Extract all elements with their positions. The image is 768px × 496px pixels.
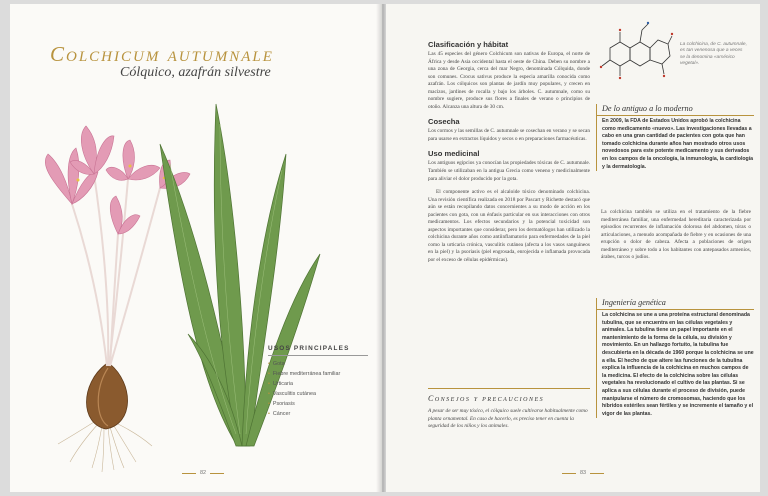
- tips-title: Consejos y precauciones: [428, 394, 545, 403]
- molecule-caption: La colchicina, de C. autumnale, es tan venenosa que a veces se la denomina «arsénico vegetal».: [680, 42, 747, 67]
- use-item: • Vasculitis cutánea: [268, 389, 368, 399]
- roots: [58, 422, 152, 472]
- tips-and-precautions-box: [428, 388, 590, 431]
- main-uses-title: USOS PRINCIPALES: [268, 345, 368, 356]
- use-item: • Cáncer: [268, 409, 368, 419]
- page-title: Colchicum autumnale: [50, 42, 274, 66]
- right-page: [386, 4, 760, 492]
- genetic-engineering-box: [596, 298, 754, 418]
- main-uses-list: [268, 359, 368, 419]
- fmf-paragraph-block: [601, 209, 751, 268]
- ancient-to-modern-text: En 2009, la FDA de Estados Unidos aprobó la colchicina como medicamento «nuevo». Las investigaciones llevadas a cabo en una gran cantidad de pacientes con gota que han tomado colchicina durante años han mostrado otros usos novedosos para este potente medicamento y sus derivados en los campos de la oncología, la inmunología, la cardiología y la dermatología.: [602, 118, 754, 170]
- main-uses-box: [268, 345, 368, 419]
- main-column: [428, 40, 590, 271]
- colchicine-molecule-diagram: [596, 18, 674, 84]
- use-item: • Psoriasis: [268, 399, 368, 409]
- use-item: • Fiebre mediterránea familiar: [268, 369, 368, 379]
- folio-rule: [590, 473, 604, 474]
- ancient-to-modern-title: De lo antiguo a lo moderno: [597, 104, 754, 116]
- medicinal-paragraph: El componente activo es el alcaloide tóxico denominado colchicina. Una revisión científica realizada en 2018 por Pascart y Richette destacó que aún se están recopilando datos concernientes a su modo de acción en los pacientes con gota, con un énfasis particular en sus interacciones con otros medicamentos. Los efectos secundarios y la potencial toxicidad son aspectos importantes que considerar, pero los dermatólogos han utilizado la colchicina durante años como antiinflamatorio para enfermedades de la piel como la urticaria crónica, vasculitis cutánea (afecta a los vasos sanguíneos en la piel) y la psoriasis (piel engrosada, enrojecida e inflamada provocada por el exceso de células epidérmicas).: [428, 189, 590, 264]
- genetic-engineering-text: La colchicina se une a una proteína estructural denominada tubulina, que se encuentra en las células vegetales y animales. La tubulina tiene un papel importante en el mantenimiento de la forma de la célula, su división y movimiento. En un hallazgo fortuito, la tubulina fue descubierta en la década de 1960 porque la colchicina se une a ella. El hecho de que altere las funciones de la tubulina explica la influencia de la colchicina en muchos campos de la medicina. El efecto de la colchicina sobre las células vegetales ha revolucionado el cultivo de las plantas. Si se aplica a sus células durante el proceso de división, puede manipularse el número de cromosomas, haciendo que los híbridos estériles sean fértiles y se incremente el tamaño y el vigor de las plantas.: [602, 312, 754, 417]
- corm: [87, 364, 128, 429]
- medicinal-paragraph: Los antiguos egipcios ya conocían las propiedades tóxicas de C. autumnale. También se utilizaban en la antigua Grecia como veneno y medicinalmente para aliviar el dolor producido por la gota.: [428, 160, 590, 182]
- folio-rule: [210, 473, 224, 474]
- habitat-paragraph: Las 45 especies del género Colchicum son nativas de Europa, el norte de África y desde Asia occidental hasta el oeste de China. Deben su nombre a una zona de Georgia, cerca del mar Negro, denominada Cólquida, donde son comunes. Crocus sativus produce la especia amarilla conocida como azafrán. Los cólquicos son plantas de jardín muy populares, y crecen en macizos, jardines de rocalla y bajo los árboles. C. autumnale, como su nombre sugiere, produce sus flores a finales de verano o principios de otoño. Alcanza una altura de 30 cm.: [428, 51, 590, 110]
- section-heading-habitat: Clasificación y hábitat: [428, 40, 509, 49]
- tips-text: A pesar de ser muy tóxico, el cólquico suele cultivarse habitualmente como planta ornamental. En caso de hacerlo, es preciso tener en cuenta la seguridad de los niños y los animales.: [428, 408, 588, 430]
- use-item: • Urticaria: [268, 379, 368, 389]
- page-number-text: 82: [200, 470, 207, 476]
- genetic-engineering-title: Ingeniería genética: [597, 298, 754, 310]
- left-page: [10, 4, 382, 492]
- fmf-paragraph: La colchicina también se utiliza en el tratamiento de la fiebre mediterránea familiar, una enfermedad hereditaria caracterizada por episodios recurrentes de inflamación dolorosa del abdomen, tórax o articulaciones, a menudo acompañada de fiebre y en ocasiones de una erupción o dolor de cabeza. Afecta a poblaciones de origen mediterráneo y sobre todo a los habitantes con antepasados armenios, árabes, turcos o judíos.: [601, 209, 751, 261]
- page-subtitle: Cólquico, azafrán silvestre: [120, 65, 271, 80]
- page-number-right: [562, 470, 604, 476]
- ancient-to-modern-box: [596, 104, 754, 171]
- folio-rule: [182, 473, 196, 474]
- folio-rule: [562, 473, 576, 474]
- use-item: • Gota: [268, 359, 368, 369]
- page-number-left: [182, 470, 224, 476]
- harvest-paragraph: Los cormos y las semillas de C. autumnale se cosechan en verano y se secan para usarse en extractos líquidos y secos o en preparaciones farmacéuticas.: [428, 128, 590, 142]
- section-heading-medicinal: Uso medicinal: [428, 149, 480, 159]
- page-number-text: 83: [580, 470, 587, 476]
- section-heading-harvest: Cosecha: [428, 117, 460, 127]
